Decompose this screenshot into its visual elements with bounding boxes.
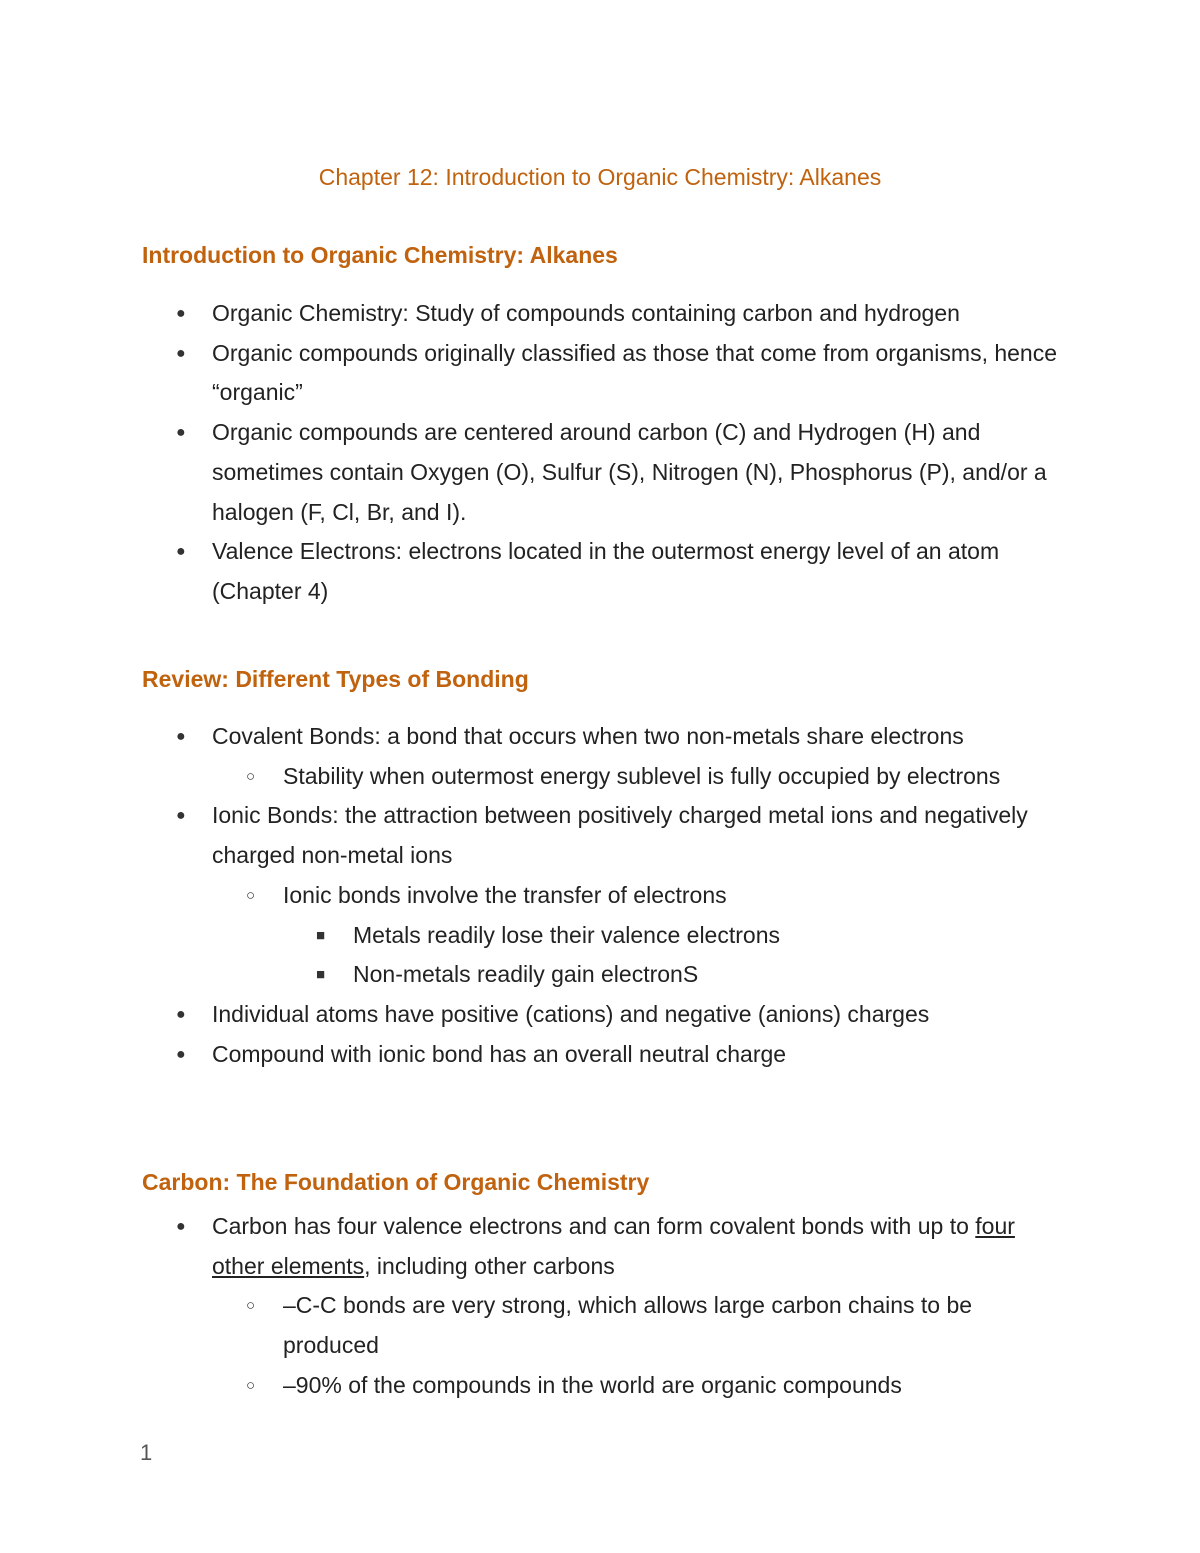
- carbon-list: [0, 1207, 1200, 1406]
- list-item: ● Covalent Bonds: a bond that occurs when two non-metals share electrons: [0, 717, 1200, 757]
- intro-list: [0, 294, 1200, 612]
- list-item: ■ Non-metals readily gain electronS: [0, 955, 1200, 995]
- list-item: ● Organic compounds originally classified as those that come from organisms, hence “organic”: [0, 334, 1200, 413]
- square-bullet-icon: ■: [316, 966, 326, 984]
- hollow-bullet-icon: ○: [246, 1376, 256, 1394]
- bonding-list: [0, 717, 1200, 1074]
- bullet-icon: ●: [176, 1218, 186, 1235]
- square-bullet-icon: ■: [316, 926, 326, 944]
- document-title: Chapter 12: Introduction to Organic Chemistry: Alkanes: [318, 164, 882, 190]
- hollow-bullet-icon: ○: [246, 1297, 256, 1315]
- list-item: ○ Stability when outermost energy sublevel is fully occupied by electrons: [0, 757, 1200, 797]
- list-item: ○ –C-C bonds are very strong, which allows large carbon chains to be produced: [0, 1286, 1200, 1365]
- section-heading-bonding: Review: Different Types of Bonding: [142, 666, 529, 692]
- list-item: ● Compound with ionic bond has an overall neutral charge: [0, 1035, 1200, 1075]
- bullet-icon: ●: [176, 728, 186, 745]
- bullet-icon: ●: [176, 305, 186, 322]
- list-item: ● Organic compounds are centered around carbon (C) and Hydrogen (H) and sometimes contain Oxygen (O), Sulfur (S), Nitrogen (N), Phosphorus (P), and/or a halogen (F, Cl, Br, and I).: [0, 413, 1200, 532]
- hollow-bullet-icon: ○: [246, 767, 256, 785]
- underlined-text: four other elements: [212, 1213, 1015, 1279]
- list-item: ● Ionic Bonds: the attraction between positively charged metal ions and negatively charged non-metal ions: [0, 796, 1200, 875]
- list-item: ● Individual atoms have positive (cations) and negative (anions) charges: [0, 995, 1200, 1035]
- bullet-icon: ●: [176, 424, 186, 442]
- list-item: ○ –90% of the compounds in the world are organic compounds: [0, 1366, 1200, 1406]
- list-item: ● Valence Electrons: electrons located in the outermost energy level of an atom (Chapter 4): [0, 532, 1200, 611]
- section-heading-carbon: Carbon: The Foundation of Organic Chemistry: [142, 1169, 650, 1195]
- section-heading-intro: Introduction to Organic Chemistry: Alkanes: [142, 242, 618, 268]
- bullet-icon: ●: [176, 543, 186, 561]
- bullet-icon: ●: [176, 807, 186, 825]
- list-item: ○ Ionic bonds involve the transfer of electrons: [0, 876, 1200, 916]
- hollow-bullet-icon: ○: [246, 886, 256, 904]
- list-item: ■ Metals readily lose their valence electrons: [0, 916, 1200, 956]
- bullet-icon: ●: [176, 344, 186, 362]
- list-item: ● Carbon has four valence electrons and can form covalent bonds with up to four other elements, including other carbons: [0, 1207, 1200, 1286]
- list-item: ● Organic Chemistry: Study of compounds containing carbon and hydrogen: [0, 294, 1200, 334]
- bullet-icon: ●: [176, 1045, 186, 1063]
- bullet-icon: ●: [176, 1005, 186, 1023]
- page-number: 1: [140, 1440, 153, 1465]
